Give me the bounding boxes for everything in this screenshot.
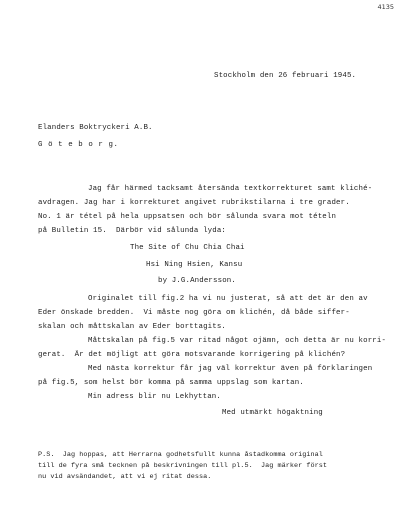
ps-line: P.S. Jag hoppas, att Herrarna godhetsfullt kunna åstadkomma original bbox=[38, 451, 323, 459]
body-line: på Bulletin 15. Därbör vid sålunda lyda: bbox=[38, 227, 226, 235]
body-line: Måttskalan på fig.5 var ritad något ojämn, och detta är nu korri- bbox=[88, 337, 387, 345]
folio-number: 4135 bbox=[377, 3, 394, 11]
body-line: Jag får härmed tacksamt återsända textkorrekturet samt kliché- bbox=[88, 185, 373, 193]
title-line: The Site of Chu Chia Chai bbox=[130, 244, 245, 252]
title-line: Hsi Ning Hsien, Kansu bbox=[146, 261, 243, 269]
title-line: by J.G.Andersson. bbox=[158, 277, 236, 285]
date-line: Stockholm den 26 februari 1945. bbox=[214, 72, 357, 80]
ps-line: nu vid avsändandet, att vi ej ritat dessa. bbox=[38, 473, 212, 481]
body-line: gerat. Är det möjligt att göra motsvarande korrigering på klichén? bbox=[38, 351, 346, 359]
body-line: Med nästa korrektur får jag väl korrektur även på förklaringen bbox=[88, 365, 373, 373]
body-line: Eder önskade bredden. Vi måste nog göra om klichén, då både siffer- bbox=[38, 309, 350, 317]
body-line: Originalet till fig.2 ha vi nu justerat, så att det är den av bbox=[88, 295, 368, 303]
body-line: skalan och måttskalan av Eder borttagits. bbox=[38, 323, 226, 331]
body-line: avdragen. Jag har i korrekturet angivet rubrikstilarna i tre grader. bbox=[38, 199, 350, 207]
recipient-city: G ö t e b o r g. bbox=[38, 141, 119, 149]
body-line: No. 1 är tétel på hela uppsatsen och bör sålunda svara mot tételn bbox=[38, 213, 337, 221]
body-line: Min adress blir nu Lekhyttan. bbox=[88, 393, 221, 401]
recipient-name: Elanders Boktryckeri A.B. bbox=[38, 124, 153, 132]
body-line: på fig.5, som helst bör komma på samma uppslag som kartan. bbox=[38, 379, 304, 387]
closing-line: Med utmärkt högaktning bbox=[222, 409, 323, 417]
ps-line: till de fyra små tecknen på beskrivningen till pl.5. Jag märker först bbox=[38, 462, 328, 470]
